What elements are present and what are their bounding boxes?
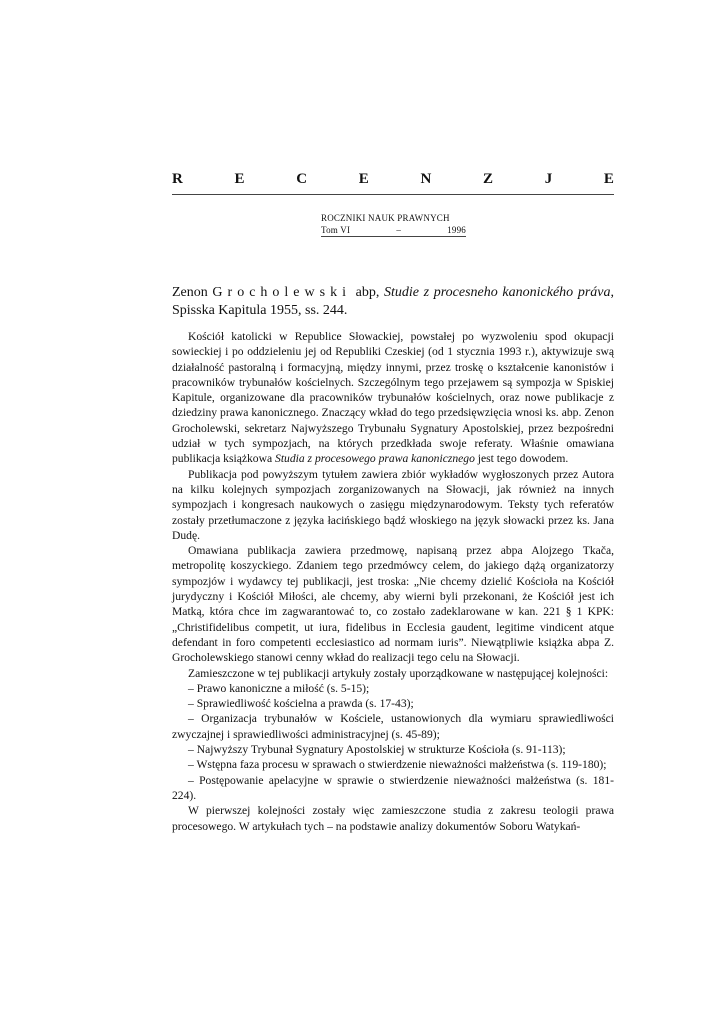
- book-citation: [172, 284, 614, 320]
- paragraph-text: Kościół katolicki w Republice Słowackiej, powstałej po wyzwoleniu spod okupacji sowieckiej i po oddzieleniu jej od Republiki Czeskiej (od 1 stycznia 1993 r.), aktywizuje swą działalność pastoralną i formacyjną, między innymi, przez troskę o kształcenie kanonistów i pracowników trybunałów kościelnych. Szczególnym tego przejawem są sympozja w Spiskiej Kapitule, organizowane dla pracowników trybunałów kościelnych, oraz nowe publikacje z dziedziny prawa kanonicznego. Znaczący wkład do tego przedsięwzięcia wnosi ks. abp. Zenon Grocholewski, sekretarz Najwyższego Trybunału Sygnatury Apostolskiej, przez bezpośredni udział w tych sympozjach, na których przedkłada swoje referaty. Właśnie omawiana publikacja książkowa: [172, 330, 614, 466]
- section-heading: [172, 170, 614, 188]
- journal-info: [321, 212, 466, 237]
- journal-dash: –: [396, 225, 402, 235]
- journal-year: 1996: [447, 225, 466, 235]
- review-body: [172, 329, 614, 834]
- paragraph: Omawiana publikacja zawiera przedmowę, napisaną przez abpa Alojzego Tkača, metropolitę koszyckiego. Zdaniem tego przedmówcy celem, do jakiego dążą organizatorzy sympozjów i wydawcy tej publikacji, jest troska: „Nie chcemy dzielić Kościoła na Kościół jurydyczny i Kościół Miłości, ale chcemy, aby wierni byli przekonani, że Kościół jest ich Matką, która chce im zagwarantować to, co zostało zadeklarowane w kan. 221 § 1 KPK: „Christifidelibus competit, ut iura, fidelibus in Ecclesia gaudent, legitime vindicent atque defendant in foro competenti ecclesiastico ad normam iuris”. Niewątpliwie książka abpa Z. Grocholewskiego stanowi cenny wkład do realizacji tego celu na Słowacji.: [172, 544, 614, 665]
- list-item: – Postępowanie apelacyjne w sprawie o stwierdzenie nieważności małżeństwa (s. 181-224).: [172, 773, 614, 802]
- section-letter: J: [544, 171, 553, 187]
- journal-volume-row: [321, 224, 466, 237]
- italic-title: Studia z procesowego prawa kanonicznego: [275, 452, 475, 466]
- paragraph-text: jest tego dowodem.: [474, 452, 569, 466]
- journal-name: ROCZNIKI NAUK PRAWNYCH: [321, 213, 450, 223]
- author-title: abp,: [350, 285, 384, 300]
- author-first-name: Zenon: [172, 285, 208, 300]
- section-letter: N: [420, 171, 432, 187]
- paragraph: Zamieszczone w tej publikacji artykuły zostały uporządkowane w następującej kolejności:: [188, 666, 609, 680]
- paragraph: W pierwszej kolejności zostały więc zamieszczone studia z zakresu teologii prawa procesowego. W artykułach tych – na podstawie analizy dokumentów Soboru Watykań-: [172, 804, 614, 833]
- list-item: – Wstępna faza procesu w sprawach o stwierdzenie nieważności małżeństwa (s. 119-180);: [188, 758, 607, 772]
- article-list: [172, 681, 614, 803]
- book-title: Studie z procesneho kanonického práva: [384, 285, 611, 300]
- section-letter: C: [296, 171, 308, 187]
- book-publisher: , Spisska Kapitula 1955, ss. 244.: [172, 285, 614, 318]
- section-letter: Z: [483, 171, 494, 187]
- journal-volume: Tom VI: [321, 225, 351, 235]
- list-item: – Prawo kanoniczne a miłość (s. 5-15);: [188, 681, 370, 695]
- section-letter: E: [603, 171, 614, 187]
- heading-rule: [172, 194, 614, 195]
- list-item: – Sprawiedliwość kościelna a prawda (s. 17-43);: [188, 697, 414, 711]
- list-item: – Najwyższy Trybunał Sygnatury Apostolskiej w strukturze Kościoła (s. 91-113);: [188, 743, 566, 757]
- section-letter: E: [358, 171, 369, 187]
- section-letter: R: [172, 171, 183, 187]
- paragraph: [172, 329, 614, 467]
- section-letter: E: [234, 171, 245, 187]
- list-item: – Organizacja trybunałów w Kościele, ustanowionych dla wymiaru sprawiedliwości zwyczajnej i sprawiedliwości administracyjnej (s. 45-89);: [172, 712, 614, 741]
- author-surname: Grocholewski: [212, 285, 351, 300]
- paragraph: Publikacja pod powyższym tytułem zawiera zbiór wykładów wygłoszonych przez Autora na kilku kolejnych sympozjach zorganizowanych na Słowacji, jak również na innych sympozjach i kongresach naukowych o zasięgu międzynarodowym. Teksty tych referatów zostały przetłumaczone z języka łacińskiego bądź włoskiego na język słowacki przez ks. Jana Dudę.: [172, 467, 614, 542]
